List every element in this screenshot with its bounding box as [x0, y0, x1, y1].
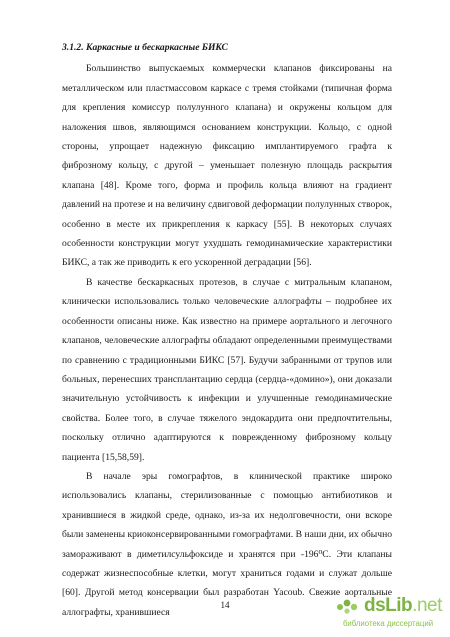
paragraph-3: В начале эры гомографтов, в клинической практике широко использовались клапаны, стерилизованные с помощью антибиотиков и хранившиеся в жидкой среде, однако, из-за их недолговечности, они вскоре были заменены криоконсервированными гомографтами. В наши дни, их обычно замораживают в диметилсульфоксиде и хранятся при -196⁰С. Эти клапаны содержат жизнеспособные клетки, могут храниться годами и служат дольше [60]. Другой метод консервации был разработан Yacoub. Свежие аортальные аллографты, хранившиеся — [62, 470, 392, 618]
page-number: 14 — [220, 600, 230, 610]
watermark-logo-row — [334, 595, 442, 617]
dslib-watermark[interactable] — [334, 595, 442, 633]
section-heading: 3.1.2. Каркасные и бескаркасные БИКС — [62, 42, 228, 53]
watermark-caption: библиотека диссертаций — [342, 619, 434, 628]
watermark-logo-suffix: .net — [412, 595, 442, 616]
paragraph-1: Большинство выпускаемых коммерчески клапанов фиксированы на металлическом или пластмассовом каркасе с тремя стойками (типичная форма для крепления комиссур полулунного клапана) и окружены кольцом для наложения швов, являющимся основанием конструкции. Кольцо, с одной стороны, упрощает надежную фиксацию имплантируемого графта к фиброзному кольцу, с другой – уменьшает полезную площадь раскрытия клапана [48]. Кроме того, форма и профиль кольца влияют на градиент давлений на протезе и на величину сдвиговой деформации полулунных створок, особенно в месте их прикрепления к каркасу [55]. В некоторых случаях особенности конструкции могут ухудшать гемодинамические характеристики БИКС, а так же приводить к его ускоренной деградации [56]. — [62, 63, 392, 269]
watermark-logo-text — [364, 595, 442, 617]
watermark-logo-main: dsLib — [364, 595, 413, 616]
paragraph-2: В качестве бескаркасных протезов, в случае с митральным клапаном, клинически использовались только человеческие аллографты – подробнее их особенности описаны ниже. Как известно на примере аортального и легочного клапанов, человеческие аллографты обладают определенными преимуществами по сравнению с традиционными БИКС [57]. Будучи забранными от трупов или больных, перенесших трансплантацию сердца (сердца-«домино»), они доказали значительную устойчивость к инфекции и улучшенные гемодинамические свойства. Более того, в случае тяжелого эндокардита они предпочтительны, поскольку отлично адаптируются к поврежденному фиброзному кольцу пациента [15,58,59]. — [62, 276, 392, 463]
document-page — [62, 38, 392, 622]
globe-dots-icon — [336, 598, 360, 616]
